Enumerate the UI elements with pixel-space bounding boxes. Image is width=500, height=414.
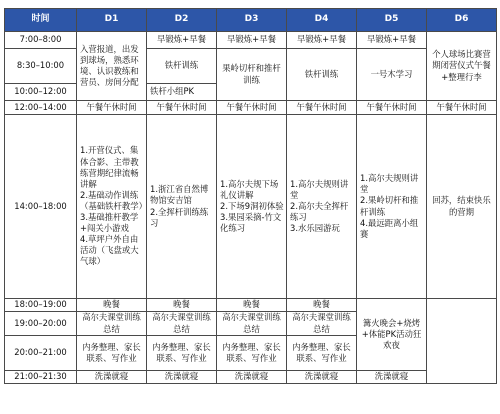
d6-lunch: 午餐午休时间 [427, 101, 497, 115]
d1-afternoon-item: 3.基础推杆教学+闯关小游戏 [80, 212, 139, 234]
d2-dinner: 晚餐 [147, 299, 217, 312]
d6-morning: 个人球场比赛营期闭营仪式午餐+整理行李 [427, 32, 497, 101]
d2-0830: 铁杆训练 [147, 49, 217, 84]
d5-afternoon-item: 1.高尔夫规则讲堂 [360, 173, 419, 195]
d1-wash: 洗澡就寝 [77, 371, 147, 384]
header-d4: D4 [287, 9, 357, 32]
d3-housework: 内务整理、家长联系、写作业 [217, 336, 287, 371]
d3-lunch: 午餐午休时间 [217, 101, 287, 115]
time-1400: 14:00–18:00 [5, 115, 77, 299]
d2-lunch: 午餐午休时间 [147, 101, 217, 115]
d5-breakfast: 早锻炼+早餐 [357, 32, 427, 49]
d2-1000: 铁杆小组PK [147, 84, 217, 101]
time-2100: 21:00–21:30 [5, 371, 77, 384]
d4-housework: 内务整理、家长联系、写作业 [287, 336, 357, 371]
d5-evening: 篝火晚会+烧烤+体能PK活动狂欢夜 [357, 299, 427, 371]
d5-lunch: 午餐午休时间 [357, 101, 427, 115]
time-2000: 20:00–21:00 [5, 336, 77, 371]
header-d5: D5 [357, 9, 427, 32]
header-d2: D2 [147, 9, 217, 32]
d3-afternoon-item: 2.下场9洞初体验 [220, 200, 284, 211]
d3-summary: 高尔夫课堂训练总结 [217, 312, 287, 336]
d5-0830: 一号木学习 [357, 49, 427, 101]
header-time: 时间 [5, 9, 77, 32]
d6-evening-empty [427, 299, 497, 384]
d4-afternoon [287, 115, 357, 299]
d4-lunch: 午餐午休时间 [287, 101, 357, 115]
d3-afternoon-item: 3.果园采摘-竹文化练习 [220, 212, 282, 234]
d3-wash: 洗澡就寝 [217, 371, 287, 384]
d4-dinner: 晚餐 [287, 299, 357, 312]
d2-afternoon [147, 115, 217, 299]
d3-afternoon [217, 115, 287, 299]
time-0830: 8:30–10:00 [5, 49, 77, 84]
d5-afternoon [357, 115, 427, 299]
d1-afternoon-item: 1.开营仪式、集体合影、主带教练营期纪律流畅讲解 [80, 145, 139, 189]
d4-afternoon-item: 2.高尔夫全挥杆练习 [290, 200, 349, 223]
row-1400 [5, 115, 497, 299]
d4-wash: 洗澡就寝 [287, 371, 357, 384]
time-1800: 18:00–19:00 [5, 299, 77, 312]
d1-afternoon [77, 115, 147, 299]
d2-wash: 洗澡就寝 [147, 371, 217, 384]
d2-afternoon-item: 2.全挥杆训练练习 [150, 206, 209, 228]
d6-afternoon: 回苏，结束快乐的营期 [427, 115, 497, 299]
time-1900: 19:00–20:00 [5, 312, 77, 336]
time-0700: 7:00–8:00 [5, 32, 77, 49]
d4-0830: 铁杆训练 [287, 49, 357, 101]
d3-afternoon-item: 1.高尔夫规下场礼仪讲解 [220, 178, 279, 200]
d2-breakfast: 早锻炼+早餐 [147, 32, 217, 49]
d2-housework: 内务整理、家长联系、写作业 [147, 336, 217, 371]
d5-afternoon-item: 4.最远距离小组赛 [360, 217, 419, 239]
d2-summary: 高尔夫课堂训练总结 [147, 312, 217, 336]
time-1200: 12:00–14:00 [5, 101, 77, 115]
row-0700 [5, 32, 497, 49]
d3-0830: 果岭切杆和推杆训练 [217, 49, 287, 101]
row-1800 [5, 299, 497, 312]
schedule-table [4, 8, 497, 384]
d1-lunch: 午餐午休时间 [77, 101, 147, 115]
d1-summary: 高尔夫课堂训练总结 [77, 312, 147, 336]
row-1200 [5, 101, 497, 115]
d1-morning: 入营报道，出发到球场，熟悉环境、认识教练和营员、房间分配 [77, 32, 147, 101]
d1-afternoon-item: 4.草坪户外自由活动（飞盘或大气球） [80, 234, 139, 267]
d3-breakfast: 早锻炼+早餐 [217, 32, 287, 49]
d4-afternoon-item: 1.高尔夫规则讲堂 [290, 178, 349, 200]
d2-afternoon-item: 1.浙江省自然博物馆安吉馆 [150, 184, 209, 206]
d1-afternoon-item: 2.基础动作训练（基础铁杆教学） [80, 189, 147, 211]
d5-afternoon-item: 2.果岭切杆和推杆训练 [360, 195, 419, 217]
d3-dinner: 晚餐 [217, 299, 287, 312]
d4-breakfast: 早锻炼+早餐 [287, 32, 357, 49]
d1-dinner: 晚餐 [77, 299, 147, 312]
d4-afternoon-item: 3.水乐园游玩 [290, 223, 340, 234]
header-d6: D6 [427, 9, 497, 32]
header-row [5, 9, 497, 32]
d1-housework: 内务整理、家长联系、写作业 [77, 336, 147, 371]
header-d1: D1 [77, 9, 147, 32]
d4-summary: 高尔夫课堂训练总结 [287, 312, 357, 336]
header-d3: D3 [217, 9, 287, 32]
d5-wash: 洗澡就寝 [357, 371, 427, 384]
row-2100 [5, 371, 497, 384]
time-1000: 10:00–12:00 [5, 84, 77, 101]
